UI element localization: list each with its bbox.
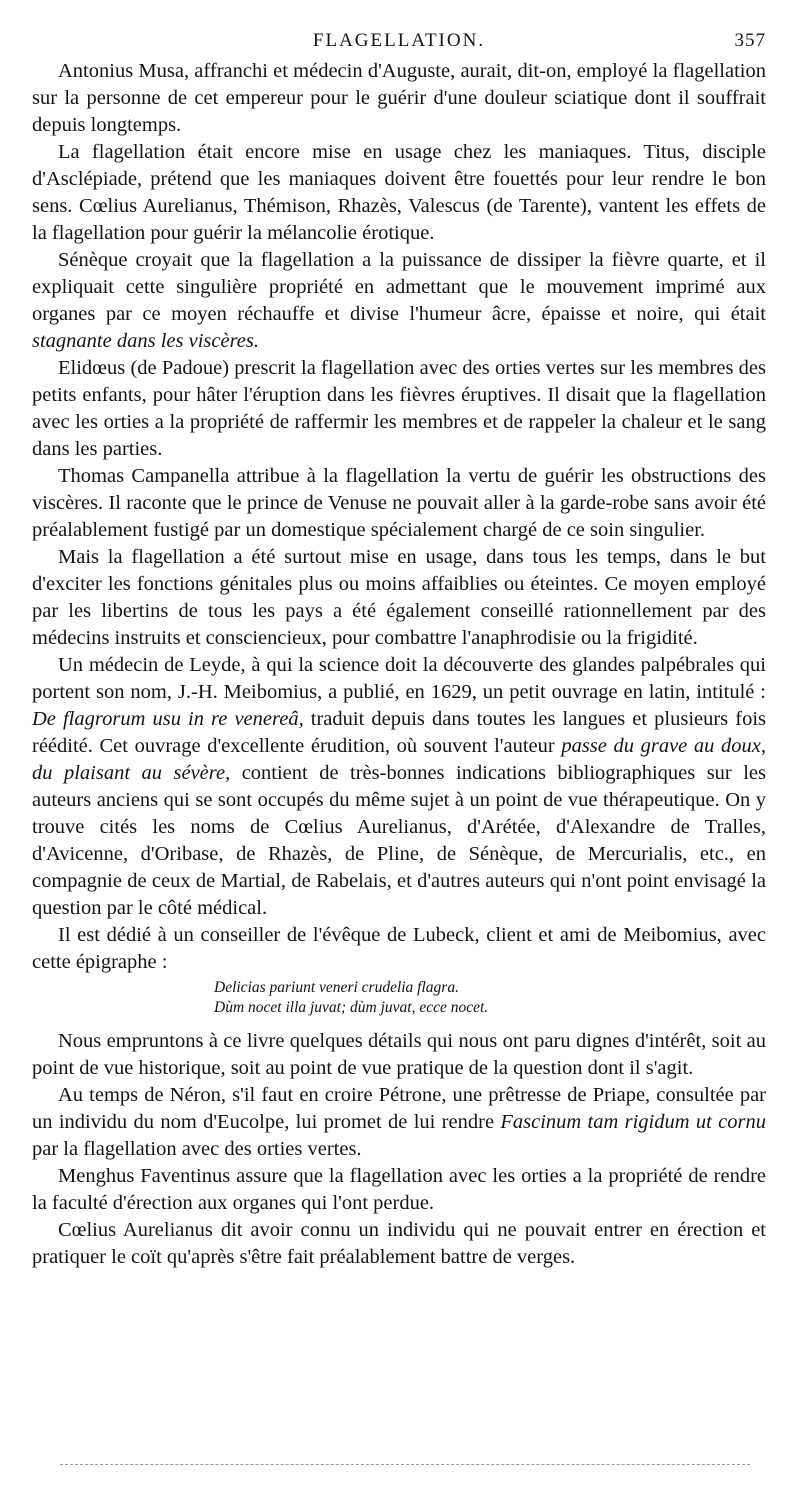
paragraph — [32, 139, 766, 247]
paragraph — [32, 1217, 766, 1271]
latin-phrase-italic: Fascinum tam rigidum ut cornu — [500, 1111, 766, 1133]
running-title: FLAGELLATION. — [312, 30, 486, 51]
book-page — [32, 28, 766, 1271]
paragraph — [32, 652, 766, 922]
paragraph-text: Un médecin de Leyde, à qui la science doit la découverte des glandes palpébrales qui portent son nom, J.-H. Meibomius, a publié, en 1629, un petit ouvrage en latin, intitulé : — [32, 654, 766, 703]
book-title-italic: De flagrorum usu in re venereâ — [32, 708, 299, 730]
paragraph-text: Nous empruntons à ce livre quelques détails qui nous ont paru dignes d'intérêt, soit au point de vue historique, soit au point de vue pratique de la question dont il s'agit. — [32, 1030, 766, 1079]
paragraph-text: Au temps de Néron, s'il faut en croire Pétrone, une prêtresse de Priape, consultée par un individu du nom d'Eucolpe, lui promet de lui rendre — [32, 1084, 766, 1133]
epigraph — [32, 978, 766, 1018]
epigraph-line: Dùm nocet illa juvat; dùm juvat, ecce nocet. — [214, 999, 489, 1016]
paragraph — [32, 1028, 766, 1082]
paragraph-text: Mais la flagellation a été surtout mise en usage, dans tous les temps, dans le but d'exciter les fonctions génitales plus ou moins affaiblies ou éteintes. Ce moyen employé par les libertins de tous les pays a été également conseillé rationnellement par des médecins instruits et consciencieux, pour combattre l'anaphrodisie ou la frigidité. — [32, 546, 766, 649]
epigraph-line: Delicias pariunt veneri crudelia flagra. — [214, 979, 459, 996]
running-head — [32, 28, 766, 58]
paragraph-text: contient de très-bonnes indications bibliographiques sur les auteurs anciens qui se sont occupés du même sujet à un point de vue thérapeutique. On y trouve cités les noms de Cœlius Aurelianus, d'Arétée, d'Alexandre de Tralles, d'Avicenne, d'Oribase, de Rhazès, de Pline, de Sénèque, de Mercurialis, etc., en compagnie de ceux de Martial, de Rabelais, et d'autres auteurs qui n'ont point envisagé la question par le côté médical. — [32, 762, 766, 919]
paragraph-text: Thomas Campanella attribue à la flagellation la vertu de guérir les obstructions des viscères. Il raconte que le prince de Venuse ne pouvait aller à la garde-robe sans avoir été préalablement fustigé par un domestique spécialement chargé de ce soin singulier. — [32, 465, 766, 541]
paragraph-text: Sénèque croyait que la flagellation a la puissance de dissiper la fièvre quarte, et il expliquait cette singulière propriété en admettant que le mouvement imprimé aux organes par ce moyen réchauffe et divise l'humeur âcre, épaisse et noire, qui était — [32, 249, 766, 325]
page-number: 357 — [734, 30, 766, 51]
paragraph-text: La flagellation était encore mise en usage chez les maniaques. Titus, disciple d'Asclépiade, prétend que les maniaques doivent être fouettés pour leur rendre le bon sens. Cœlius Aurelianus, Thémison, Rhazès, Valescus (de Tarente), vantent les effets de la flagellation pour guérir la mélancolie érotique. — [32, 141, 766, 244]
paragraph — [32, 544, 766, 652]
paragraph — [32, 1163, 766, 1217]
paragraph — [32, 922, 766, 976]
bottom-dotted-rule — [60, 1464, 750, 1465]
paragraph-text: Il est dédié à un conseiller de l'évêque de Lubeck, client et ami de Meibomius, avec cette épigraphe : — [32, 924, 766, 973]
paragraph — [32, 1082, 766, 1163]
paragraph — [32, 355, 766, 463]
paragraph — [32, 247, 766, 355]
paragraph — [32, 463, 766, 544]
paragraph-text: , traduit depuis dans toutes les langues et plusieurs fois réédité. Cet ouvrage d'excellente érudition, où souvent l'auteur — [32, 708, 766, 757]
paragraph-text: Cœlius Aurelianus dit avoir connu un individu qui ne pouvait entrer en érection et pratiquer le coït qu'après s'être fait préalablement battre de verges. — [32, 1219, 766, 1268]
italic-phrase: passe du grave au doux, du plaisant au sévère, — [32, 735, 766, 784]
paragraph — [32, 58, 766, 139]
paragraph-text: Elidœus (de Padoue) prescrit la flagellation avec des orties vertes sur les membres des petits enfants, pour hâter l'éruption dans les fièvres éruptives. Il disait que la flagellation avec les orties a la propriété de raffermir les membres et de rappeler la chaleur et le sang dans les parties. — [32, 357, 766, 460]
body-text — [32, 58, 766, 1271]
italic-phrase: stagnante dans les viscères. — [32, 330, 259, 352]
paragraph-text: par la flagellation avec des orties vertes. — [32, 1138, 362, 1160]
paragraph-text: Menghus Faventinus assure que la flagellation avec les orties a la propriété de rendre la faculté d'érection aux organes qui l'ont perdue. — [32, 1165, 766, 1214]
paragraph-text: Antonius Musa, affranchi et médecin d'Auguste, aurait, dit-on, employé la flagellation sur la personne de cet empereur pour le guérir d'une douleur sciatique dont il souffrait depuis longtemps. — [32, 60, 766, 136]
